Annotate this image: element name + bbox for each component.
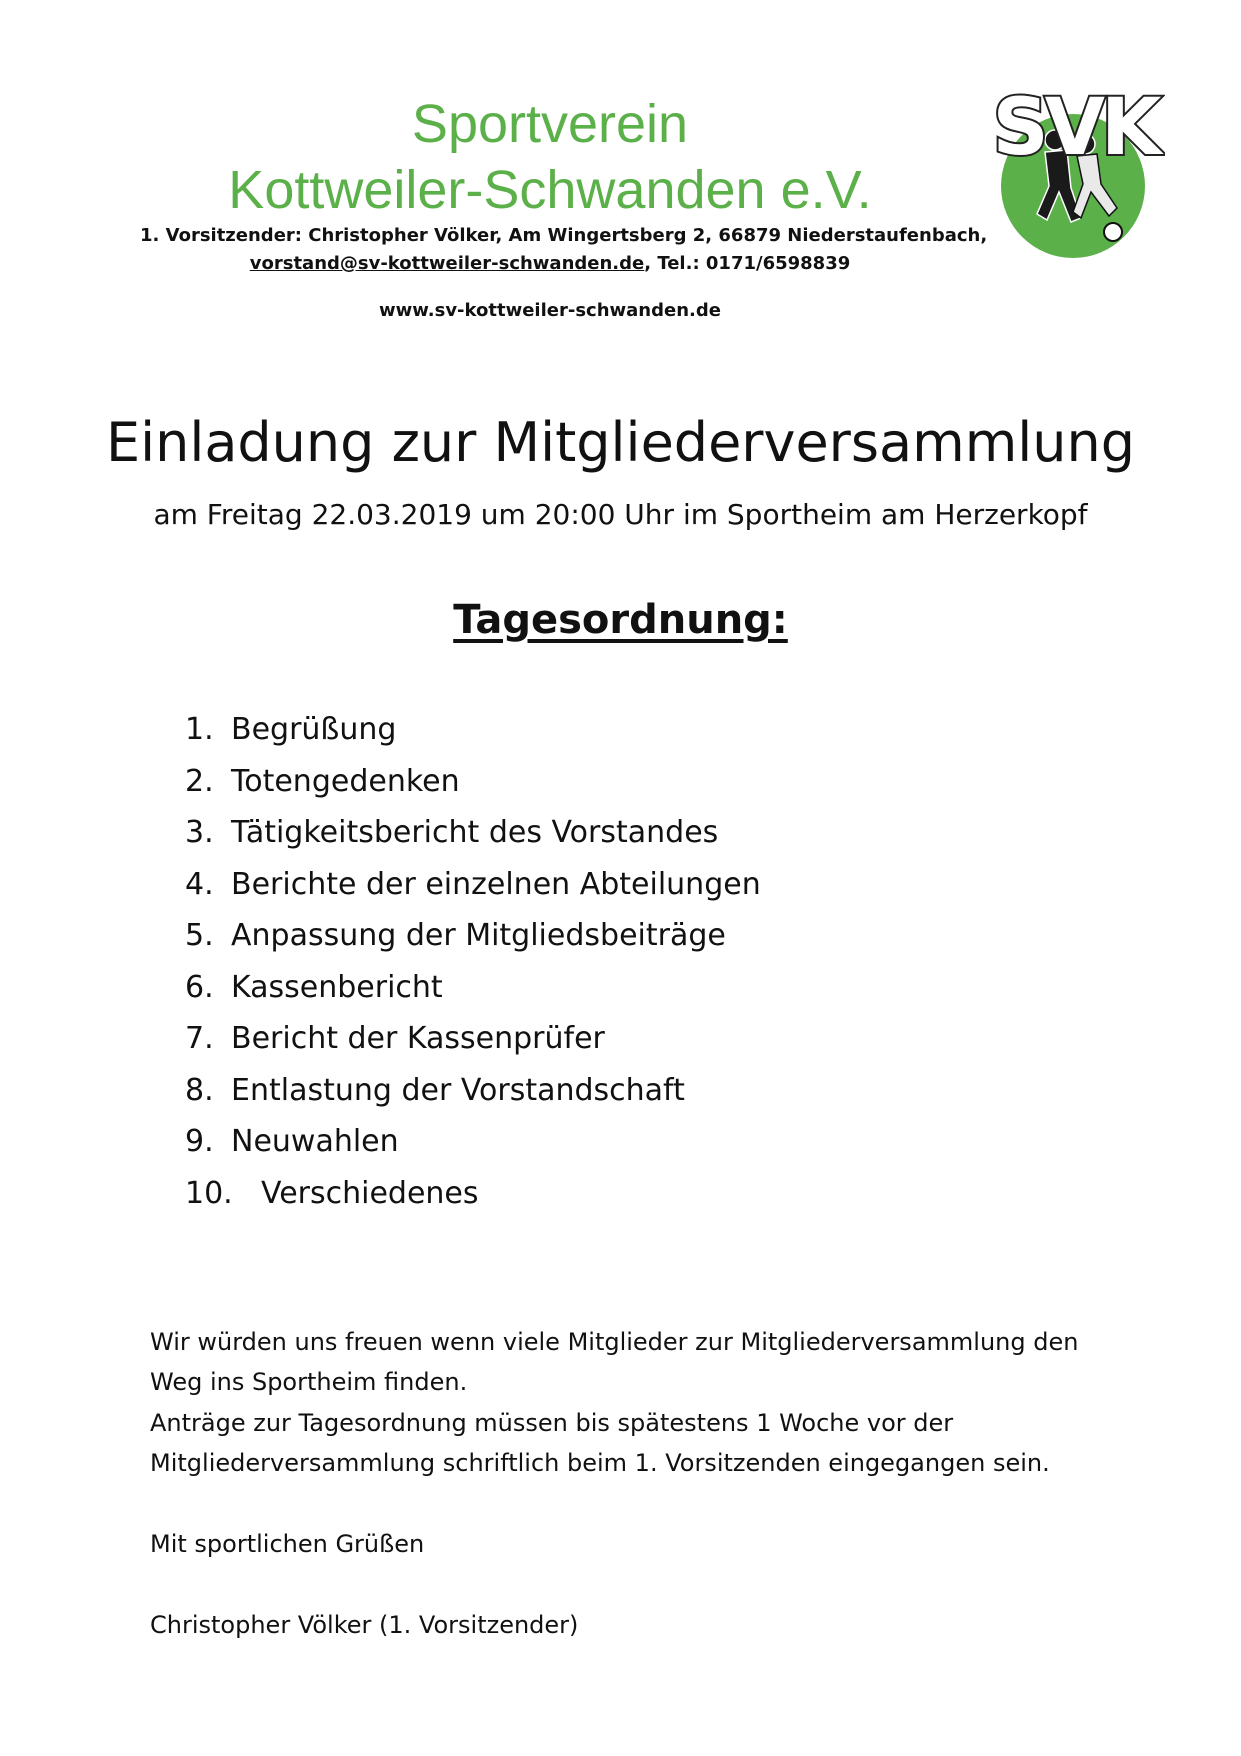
logo-lettering: SVK — [992, 88, 1158, 173]
club-name-line2: Kottweiler-Schwanden e.V. — [228, 160, 872, 220]
contact-email-link[interactable]: vorstand@sv-kottweiler-schwanden.de — [249, 253, 645, 274]
page-title: Einladung zur Mitgliederversammlung — [105, 411, 1136, 474]
item-number: 2. — [185, 763, 214, 799]
list-item — [185, 1019, 761, 1071]
contact-address: 1. Vorsitzender: Christopher Völker, Am Wingertsberg 2, 66879 Niederstaufenbach, — [140, 225, 988, 246]
agenda-heading: Tagesordnung: — [453, 597, 788, 643]
closing-text-line2: Weg ins Sportheim finden. — [150, 1368, 468, 1396]
club-name-line1: Sportverein — [411, 94, 689, 154]
list-item — [185, 865, 761, 917]
club-logo — [985, 88, 1165, 268]
item-number: 10. — [185, 1175, 233, 1211]
list-item — [185, 916, 761, 968]
item-number: 7. — [185, 1021, 214, 1056]
item-label: Entlastung der Vorstandschaft — [231, 1072, 685, 1108]
list-item — [185, 1174, 761, 1226]
list-item — [185, 1122, 761, 1174]
list-item — [185, 813, 761, 865]
item-number: 6. — [185, 969, 214, 1005]
list-item — [185, 762, 761, 814]
greeting: Mit sportlichen Grüßen — [150, 1530, 425, 1558]
item-label: Berichte der einzelnen Abteilungen — [231, 866, 761, 902]
closing-text-line1: Wir würden uns freuen wenn viele Mitglieder zur Mitgliederversammlung den — [150, 1328, 1079, 1356]
item-label: Verschiedenes — [261, 1175, 479, 1211]
item-label: Tätigkeitsbericht des Vorstandes — [231, 815, 719, 850]
event-details: am Freitag 22.03.2019 um 20:00 Uhr im Sportheim am Herzerkopf — [153, 498, 1088, 531]
contact-phone: , Tel.: 0171/6598839 — [644, 253, 851, 274]
item-label: Anpassung der Mitgliedsbeiträge — [231, 918, 726, 953]
agenda-list — [185, 710, 761, 1225]
item-label: Begrüßung — [231, 712, 397, 747]
website-link[interactable]: www.sv-kottweiler-schwanden.de — [379, 300, 721, 321]
item-number: 1. — [185, 712, 214, 747]
item-number: 9. — [185, 1124, 214, 1159]
ball-icon — [1104, 223, 1122, 241]
item-number: 8. — [185, 1072, 214, 1108]
item-number: 4. — [185, 866, 214, 902]
list-item — [185, 1071, 761, 1123]
list-item — [185, 710, 761, 762]
item-label: Neuwahlen — [231, 1124, 399, 1159]
list-item — [185, 968, 761, 1020]
item-label: Kassenbericht — [231, 969, 443, 1005]
item-label: Bericht der Kassenprüfer — [231, 1021, 605, 1056]
signature: Christopher Völker (1. Vorsitzender) — [150, 1611, 579, 1639]
contact-line2 — [140, 253, 960, 274]
closing-text-line4: Mitgliederversammlung schriftlich beim 1. Vorsitzenden eingegangen sein. — [150, 1449, 1050, 1477]
item-number: 3. — [185, 815, 214, 850]
closing-text-line3: Anträge zur Tagesordnung müssen bis spätestens 1 Woche vor der — [150, 1409, 954, 1437]
item-label: Totengedenken — [231, 763, 460, 799]
item-number: 5. — [185, 918, 214, 953]
